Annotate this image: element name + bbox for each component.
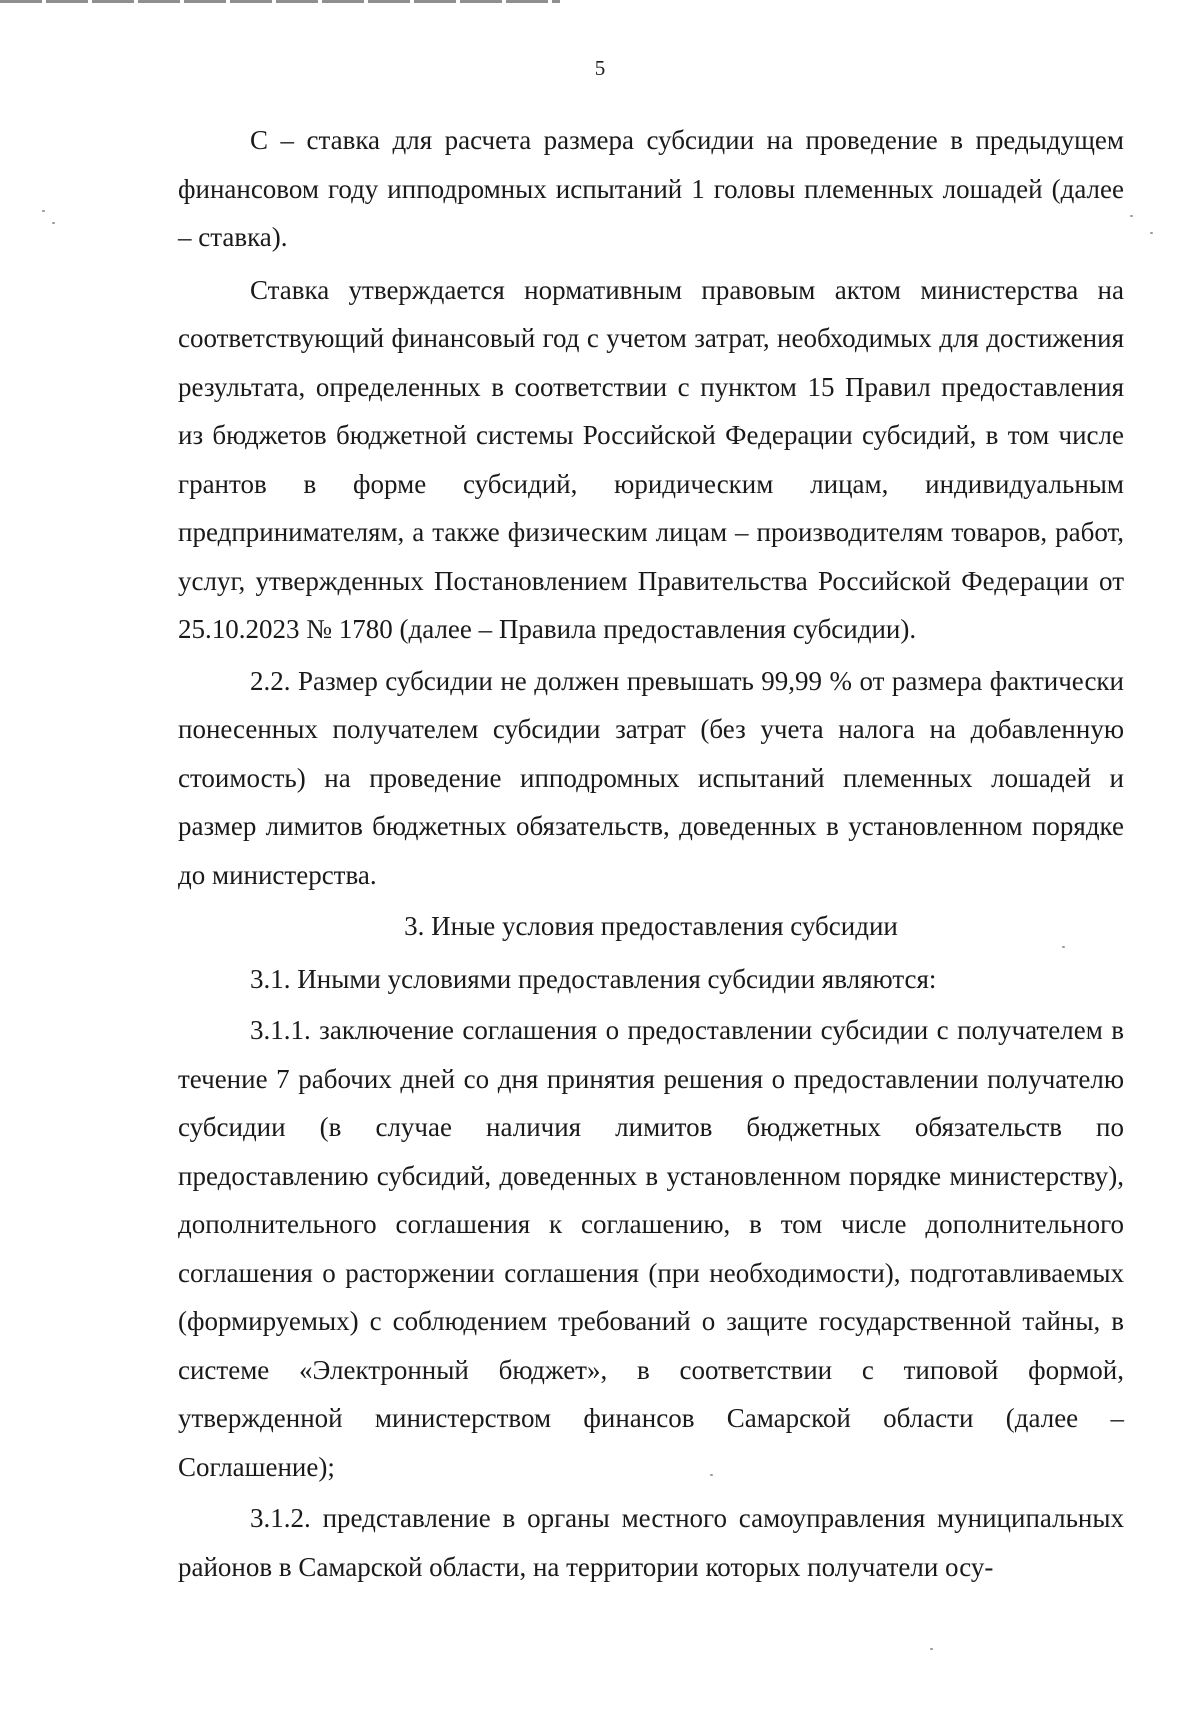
- paragraph-rate-approval: Ставка утверждается нормативным правовым актом министерства на соответствующий финансовый год с учетом затрат, необходимых для достижения результата, определенных в соответствии с пунктом 15 Правил предоставления из бюджетов бюджетной системы Российской Федерации субсидий, в том числе грантов в форме субсидий, юридическим лицам, индивидуальным предпринимателям, а также физическим лицам – производителям товаров, работ, услуг, утвержденных Постановлением Правительства Российской Федерации от 25.10.2023 № 1780 (далее – Правила предоставления субсидии).: [178, 274, 1124, 644]
- scan-speck: [1150, 232, 1153, 234]
- scan-speck: [1062, 946, 1065, 948]
- page-number: 5: [594, 56, 606, 80]
- scan-speck: [930, 1648, 933, 1650]
- paragraph-rate-definition: С – ставка для расчета размера субсидии на проведение в предыдущем финансовом году ипподромных испытаний 1 головы племенных лошадей (далее – ставка).: [178, 125, 1124, 252]
- section-heading: 3. Иные условия предоставления субсидии: [404, 911, 898, 941]
- paragraph-3-1-1: 3.1.1. заключение соглашения о предоставлении субсидии с получателем в течение 7 рабочих дней со дня принятия решения о предоставлении получателю субсидии (в случае наличия лимитов бюджетных обязательств по предоставлению субсидий, доведенных в установленном порядке министерству), дополнительного соглашения к соглашению, в том числе дополнительного соглашения о расторжении соглашения (при необходимости), подготавливаемых (формируемых) с соблюдением требований о защите государственной тайны, в системе «Электронный бюджет», в соответствии с типовой формой, утвержденной министерством финансов Самарской области (далее – Соглашение);: [178, 1015, 1124, 1482]
- scan-speck: [1130, 215, 1133, 217]
- document-body: [178, 116, 1124, 1594]
- scan-speck: [52, 222, 55, 224]
- scan-speck: [42, 210, 45, 212]
- scan-speck: [710, 1474, 713, 1476]
- paragraph-2-2: 2.2. Размер субсидии не должен превышать 99,99 % от размера фактически понесенных получателем субсидии затрат (без учета налога на добавленную стоимость) на проведение ипподромных испытаний племенных лошадей и размер лимитов бюджетных обязательств, доведенных в установленном порядке до министерства.: [178, 665, 1124, 890]
- paragraph-3-1-2: 3.1.2. представление в органы местного самоуправления муниципальных районов в Самарской области, на территории которых получатели осу-: [178, 1503, 1124, 1582]
- top-edge-rule: [0, 0, 560, 3]
- paragraph-3-1: 3.1. Иными условиями предоставления субсидии являются:: [250, 963, 937, 994]
